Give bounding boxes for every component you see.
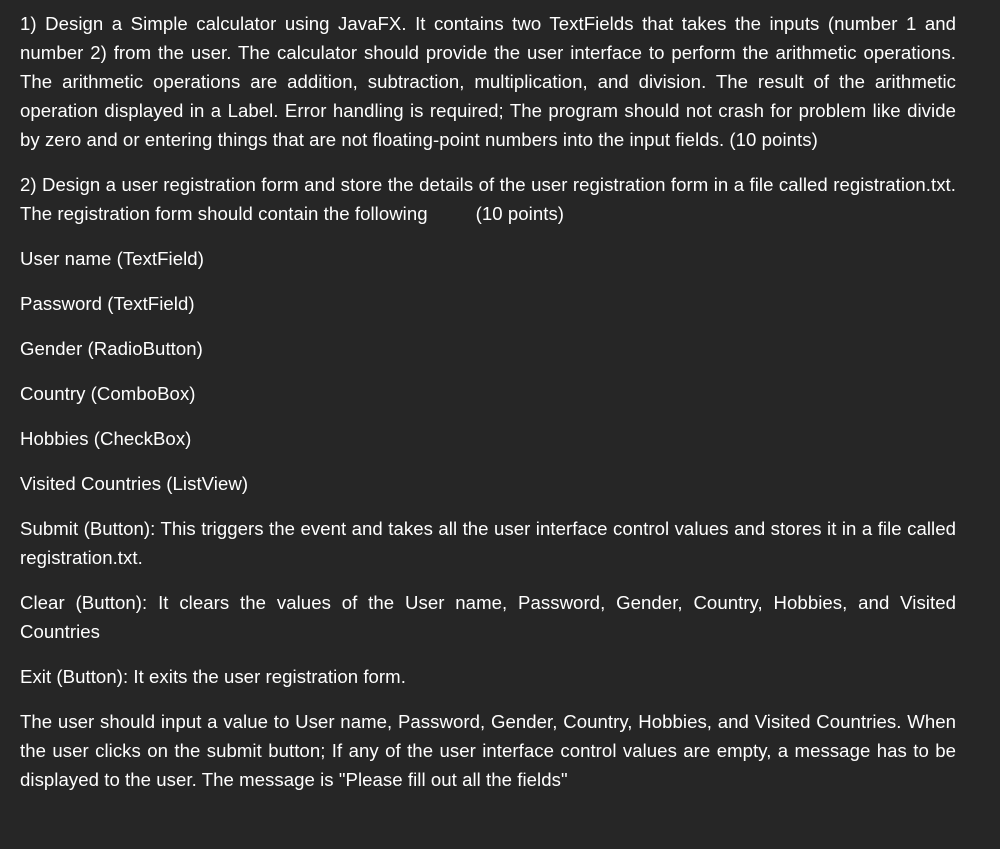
question-2-intro-text: 2) Design a user registration form and store the details of the user registration form in a file called registration.txt. The registration form should contain the following bbox=[20, 174, 956, 224]
submit-description-paragraph: Submit (Button): This triggers the event and takes all the user interface control values and stores it in a file called registration.txt. bbox=[20, 518, 956, 568]
field-item-country: Country (ComboBox) bbox=[20, 383, 196, 404]
validation-note-paragraph: The user should input a value to User name, Password, Gender, Country, Hobbies, and Visited Countries. When the user clicks on the submit button; If any of the user interface control values are empty, a message has to be displayed to the user. The message is "Please fill out all the fields" bbox=[20, 711, 956, 790]
field-item-visited-countries: Visited Countries (ListView) bbox=[20, 473, 249, 494]
field-item-gender: Gender (RadioButton) bbox=[20, 338, 203, 359]
clear-description-paragraph: Clear (Button): It clears the values of the User name, Password, Gender, Country, Hobbies, and Visited Countries bbox=[20, 592, 956, 642]
field-item-username: User name (TextField) bbox=[20, 248, 204, 269]
question-1-paragraph: 1) Design a Simple calculator using JavaFX. It contains two TextFields that takes the inputs (number 1 and number 2) from the user. The calculator should provide the user interface to perform the arithmetic operations. The arithmetic operations are addition, subtraction, multiplication, and division. The result of the arithmetic operation displayed in a Label. Error handling is required; The program should not crash for problem like divide by zero and or entering things that are not floating-point numbers into the input fields. (10 points) bbox=[20, 13, 956, 150]
exit-description-paragraph: Exit (Button): It exits the user registration form. bbox=[20, 666, 406, 687]
field-item-password: Password (TextField) bbox=[20, 293, 195, 314]
field-item-hobbies: Hobbies (CheckBox) bbox=[20, 428, 192, 449]
question-2-intro-paragraph bbox=[20, 170, 956, 228]
question-2-points: (10 points) bbox=[475, 203, 565, 224]
